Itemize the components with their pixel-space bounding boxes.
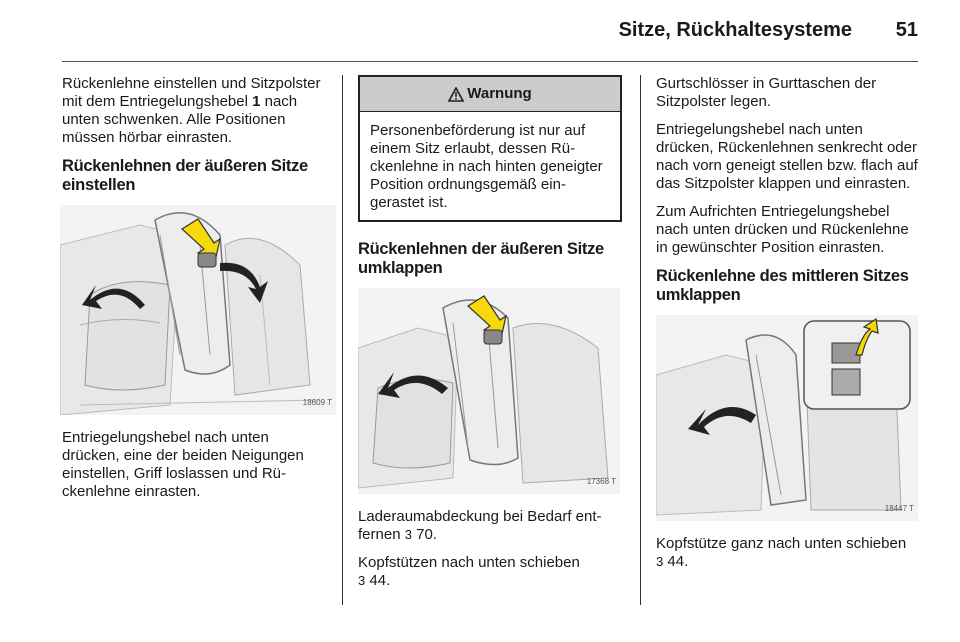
warning-triangle-icon <box>448 87 464 102</box>
intro-text-cont: nach unten schwenken. Alle Positionen müssen hörbar einrasten. <box>62 93 298 146</box>
cover-page[interactable]: 70. <box>411 526 437 543</box>
paragraph-raise: Zum Aufrichten Entriegelungshebel nach unten drücken und Rückenlehne in gewünschter Position einrasten. <box>656 203 909 256</box>
headrest-text: Kopfstützen nach unten schieben <box>358 554 580 571</box>
figure-code: 17368 T <box>586 477 616 486</box>
headrest-down-page[interactable]: 44. <box>663 553 689 570</box>
illustration-outer-adjust <box>60 205 336 415</box>
page-ref-icon: 3 <box>656 554 664 569</box>
warning-text: Personenbeförderung ist nur auf einem Sitz erlaubt, dessen Rückenlehne in nach hinten geneigter Position ordnungsgemäß eingerastet ist. <box>370 122 603 211</box>
column-divider-1 <box>342 75 343 605</box>
paragraph-cover <box>358 508 622 544</box>
page-header <box>0 0 960 62</box>
seat-illustration <box>60 205 336 415</box>
paragraph-headrest <box>358 554 622 590</box>
illustration-outer-fold <box>358 288 620 494</box>
header-divider <box>62 61 918 62</box>
heading-adjust-outer: Rückenlehnen der äußeren Sitze einstellen <box>62 157 308 194</box>
warning-title: Warnung <box>467 85 532 102</box>
intro-text: Rückenlehne einstellen und Sitzpolster mit dem Entriegelungshebel <box>62 75 321 110</box>
page-ref-icon: 3 <box>404 527 412 542</box>
page-ref-icon: 3 <box>358 573 366 588</box>
headrest-page[interactable]: 44. <box>365 572 391 589</box>
seat-fold-illustration <box>358 288 620 494</box>
warning-header <box>360 77 620 112</box>
caption-paragraph: Entriegelungshebel nach unten drücken, eine der beiden Neigungen einstellen, Griff loslassen und Rückenlehne einrasten. <box>62 429 304 500</box>
page-number: 51 <box>895 19 918 41</box>
figure-code: 18447 T <box>884 504 914 513</box>
illustration-middle-fold <box>656 315 918 521</box>
middle-seat-illustration <box>656 315 918 521</box>
section-title: Sitze, Rückhaltesysteme <box>618 19 852 41</box>
column-3 <box>656 75 924 581</box>
column-1 <box>62 75 330 511</box>
heading-fold-outer: Rückenlehnen der äußeren Sitze umklappen <box>358 240 604 277</box>
paragraph-headrest-down <box>656 535 924 571</box>
heading-fold-middle: Rückenlehne des mittleren Sitzes umklappen <box>656 267 909 304</box>
paragraph-release: Entriegelungshebel nach unten drücken, Rückenlehnen senkrecht oder nach vorn geneigt stellen bzw. flach auf das Sitzpolster klappen und einrasten. <box>656 121 918 192</box>
warning-box <box>358 75 622 222</box>
headrest-down-text: Kopfstütze ganz nach unten schieben <box>656 535 907 552</box>
intro-paragraph <box>62 75 330 147</box>
paragraph-buckles: Gurtschlösser in Gurttaschen der Sitzpolster legen. <box>656 75 877 110</box>
cover-text: Laderaumabdeckung bei Bedarf entfernen <box>358 508 602 543</box>
column-divider-2 <box>640 75 641 605</box>
lever-number: 1 <box>252 93 261 110</box>
column-2 <box>358 75 622 600</box>
figure-code: 18609 T <box>302 398 332 407</box>
